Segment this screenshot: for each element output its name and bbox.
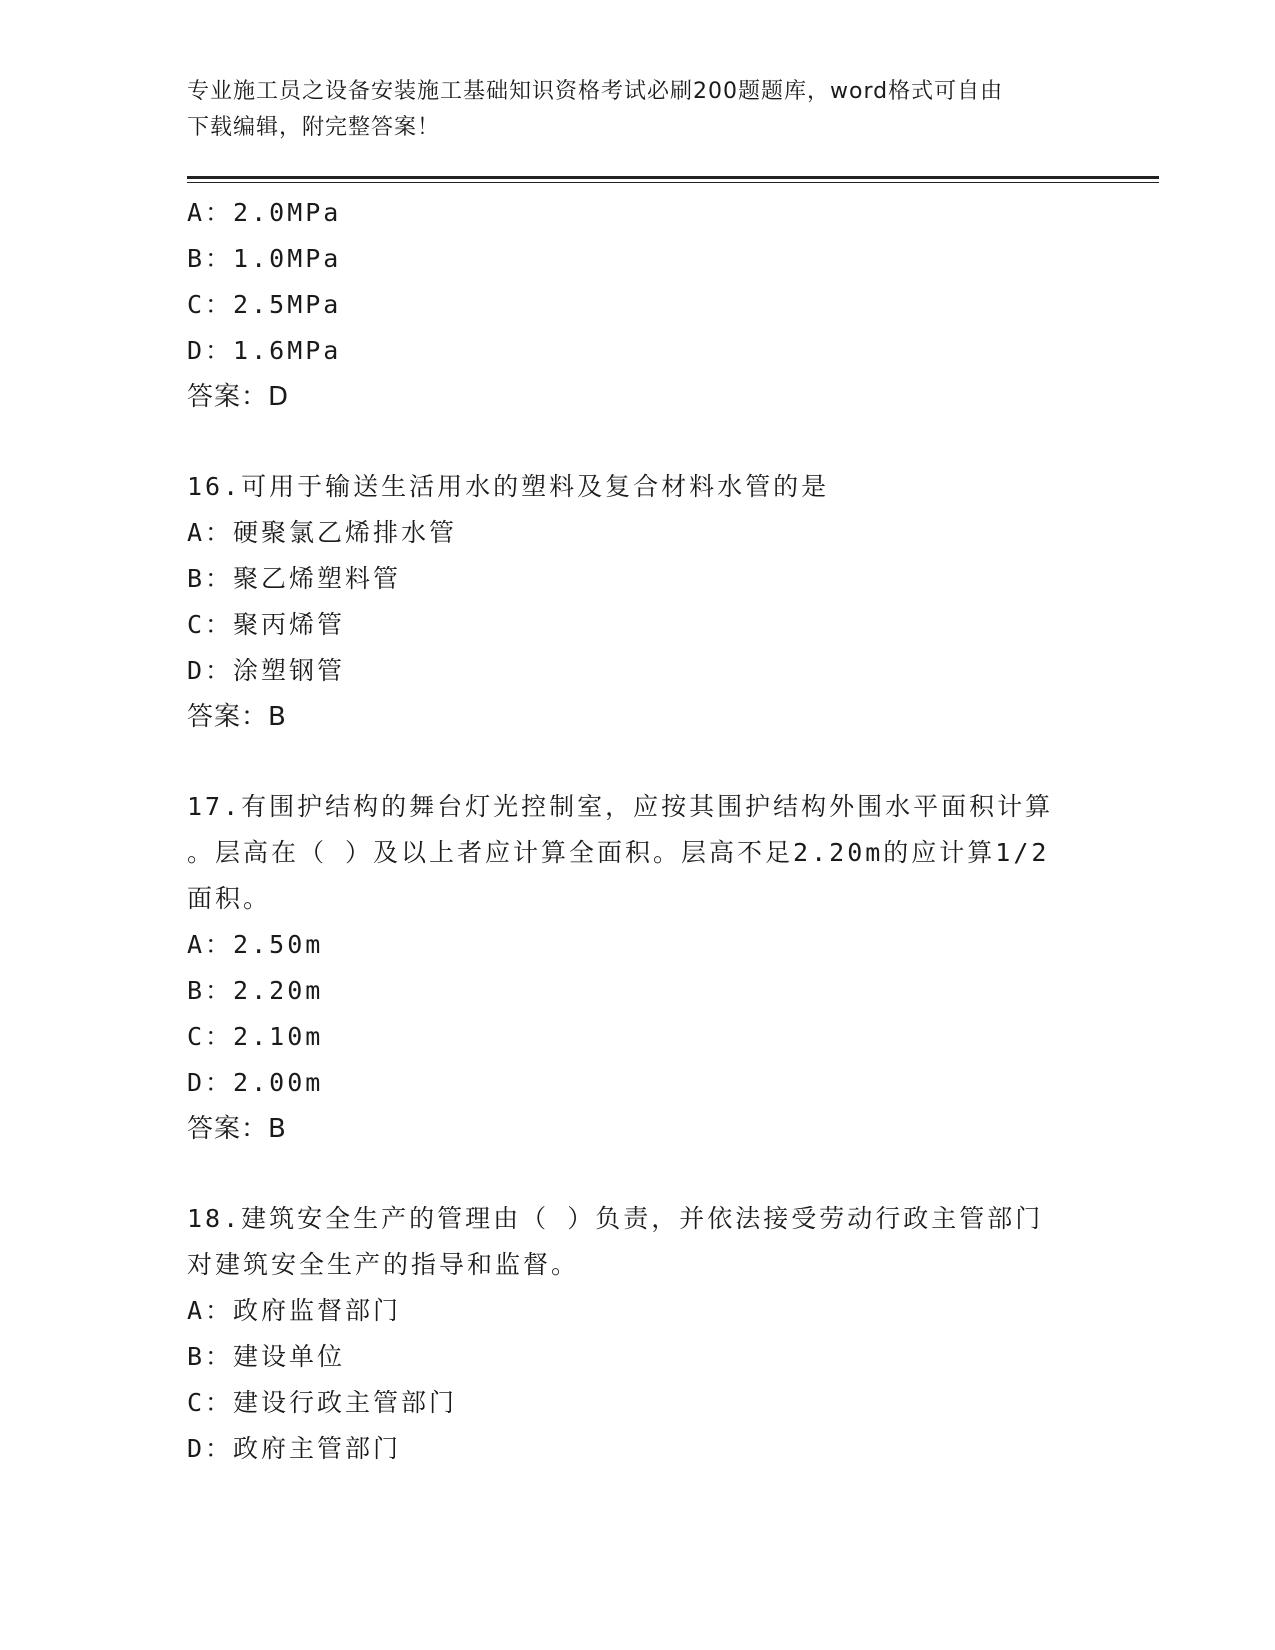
question-16 <box>187 464 1087 740</box>
option-d: D：政府主管部门 <box>187 1434 402 1463</box>
option-b: B：2.20m <box>187 976 324 1005</box>
answer-line: 答案：B <box>187 1114 287 1144</box>
question-text-line-2: 。层高在（ ）及以上者应计算全面积。层高不足2.20m的应计算1/2 <box>187 838 1050 867</box>
question-list <box>187 190 1087 1472</box>
header-divider-thick <box>187 176 1159 179</box>
question-15-continued <box>187 190 1087 420</box>
option-a: A：2.50m <box>187 930 324 959</box>
header-line-2: 下载编辑，附完整答案！ <box>187 115 441 140</box>
question-text-line-1: 18.建筑安全生产的管理由（ ）负责，并依法接受劳动行政主管部门 <box>187 1204 1044 1233</box>
option-b: B：1.0MPa <box>187 244 342 273</box>
question-text: 16.可用于输送生活用水的塑料及复合材料水管的是 <box>187 472 830 501</box>
spacer <box>187 1152 1087 1196</box>
document-header <box>187 74 1087 146</box>
question-text-line-2: 对建筑安全生产的指导和监督。 <box>187 1250 580 1279</box>
option-c: C：2.10m <box>187 1022 324 1051</box>
option-a: A：政府监督部门 <box>187 1296 402 1325</box>
option-d: D：涂塑钢管 <box>187 656 346 685</box>
question-text-line-3: 面积。 <box>187 884 272 913</box>
spacer <box>187 740 1087 784</box>
header-divider-thin <box>187 182 1159 183</box>
option-c: C：2.5MPa <box>187 290 342 319</box>
question-18 <box>187 1196 1087 1472</box>
header-line-1: 专业施工员之设备安装施工基础知识资格考试必刷200题题库，word格式可自由 <box>187 79 1004 104</box>
option-b: B：建设单位 <box>187 1342 346 1371</box>
option-c: C：聚丙烯管 <box>187 610 346 639</box>
option-a: A：2.0MPa <box>187 198 342 227</box>
question-17 <box>187 784 1087 1152</box>
option-d: D：2.00m <box>187 1068 324 1097</box>
option-b: B：聚乙烯塑料管 <box>187 564 402 593</box>
answer-line: 答案：D <box>187 382 290 412</box>
option-d: D：1.6MPa <box>187 336 342 365</box>
option-c: C：建设行政主管部门 <box>187 1388 458 1417</box>
question-text-line-1: 17.有围护结构的舞台灯光控制室，应按其围护结构外围水平面积计算 <box>187 792 1054 821</box>
spacer <box>187 420 1087 464</box>
answer-line: 答案：B <box>187 702 287 732</box>
option-a: A：硬聚氯乙烯排水管 <box>187 518 458 547</box>
